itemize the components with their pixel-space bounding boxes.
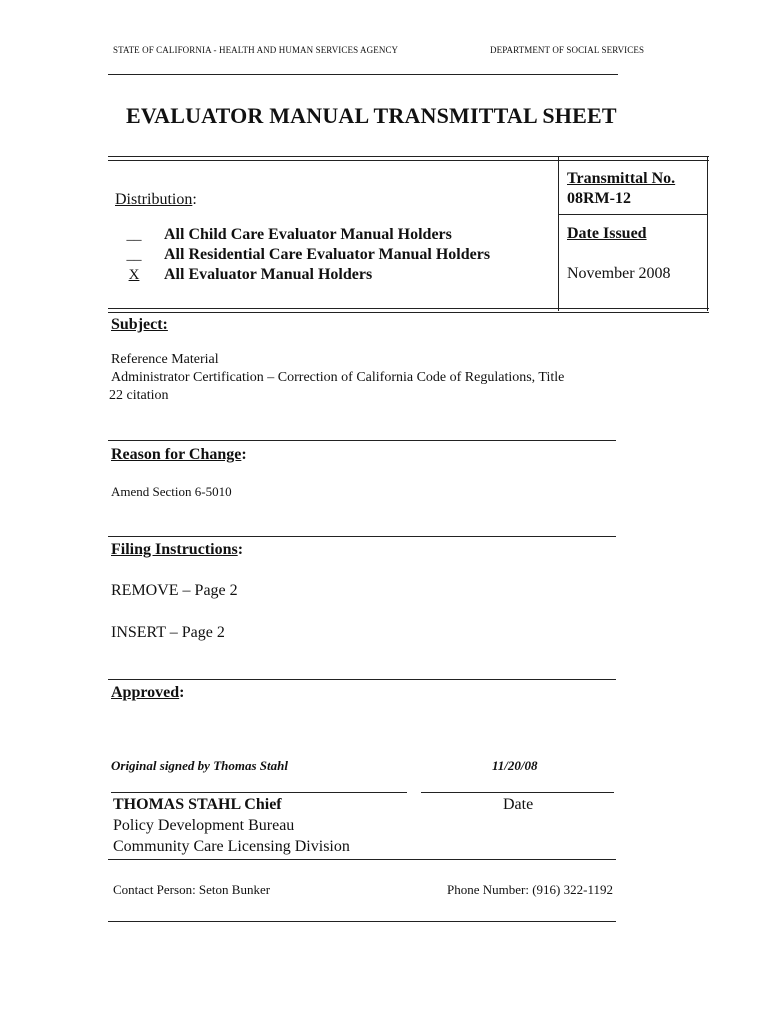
signature-date: 11/20/08: [492, 758, 538, 773]
distribution-text: All Residential Care Evaluator Manual Holders: [164, 246, 491, 263]
signature-text: Original signed by Thomas Stahl: [111, 758, 288, 773]
date-issued-value: November 2008: [567, 265, 671, 282]
transmittal-number: 08RM-12: [567, 190, 631, 207]
filing-remove: REMOVE – Page 2: [111, 582, 238, 599]
distribution-item: [116, 245, 490, 265]
distribution-mark: X: [128, 267, 140, 283]
filing-rule: [108, 536, 616, 537]
reason-heading: [111, 446, 247, 464]
box-bottom-rule: [108, 308, 709, 313]
transmittal-label: Transmittal No.: [567, 170, 676, 187]
date-line: [421, 792, 614, 793]
distribution-mark: __: [126, 227, 142, 243]
distribution-text: All Evaluator Manual Holders: [164, 266, 373, 283]
box-divider: [558, 156, 559, 311]
box-top-rule: [108, 156, 709, 161]
transmittal-divider: [558, 214, 708, 215]
distribution-item: [116, 265, 490, 285]
reason-rule: [108, 440, 616, 441]
filing-colon: :: [237, 541, 244, 558]
distribution-heading: [115, 191, 197, 209]
distribution-item: [116, 225, 490, 245]
header-rule: [108, 74, 618, 75]
subject-label: Subject:: [111, 316, 168, 333]
signer-name: THOMAS STAHL Chief: [113, 796, 282, 813]
approved-label: Approved: [111, 684, 180, 701]
distribution-colon: :: [192, 191, 197, 208]
subject-text: [111, 351, 564, 405]
footer-rule: [108, 921, 616, 922]
reason-colon: :: [241, 446, 247, 463]
date-issued-label: Date Issued: [567, 225, 647, 242]
approved-colon: :: [179, 684, 185, 701]
date-caption: Date: [503, 796, 534, 813]
contact-phone: Phone Number: (916) 322-1192: [447, 882, 613, 897]
subject-line: Reference Material: [111, 352, 219, 367]
signature-bottom-rule: [108, 859, 616, 860]
subject-line: Administrator Certification – Correction of California Code of Regulations, Title: [111, 370, 565, 385]
department-header: DEPARTMENT OF SOCIAL SERVICES: [490, 45, 645, 55]
contact-person: Contact Person: Seton Bunker: [113, 882, 271, 897]
agency-header: STATE OF CALIFORNIA - HEALTH AND HUMAN SERVICES AGENCY: [113, 45, 399, 55]
filing-heading: [111, 541, 243, 559]
distribution-label: Distribution: [115, 191, 193, 208]
reason-label: Reason for Change: [111, 446, 242, 463]
signature-line: [111, 792, 407, 793]
distribution-mark: __: [126, 247, 142, 263]
signer-bureau: Policy Development Bureau: [113, 817, 295, 834]
box-right-edge: [707, 156, 708, 311]
subject-line: 22 citation: [109, 388, 169, 403]
signer-division: Community Care Licensing Division: [113, 838, 350, 855]
filing-label: Filing Instructions: [111, 541, 238, 558]
filing-insert: INSERT – Page 2: [111, 624, 225, 641]
reason-text: Amend Section 6-5010: [111, 484, 232, 499]
page-title: EVALUATOR MANUAL TRANSMITTAL SHEET: [126, 103, 617, 128]
distribution-text: All Child Care Evaluator Manual Holders: [164, 226, 452, 243]
approved-heading: [111, 684, 185, 702]
approved-rule: [108, 679, 616, 680]
distribution-list: [116, 225, 490, 285]
